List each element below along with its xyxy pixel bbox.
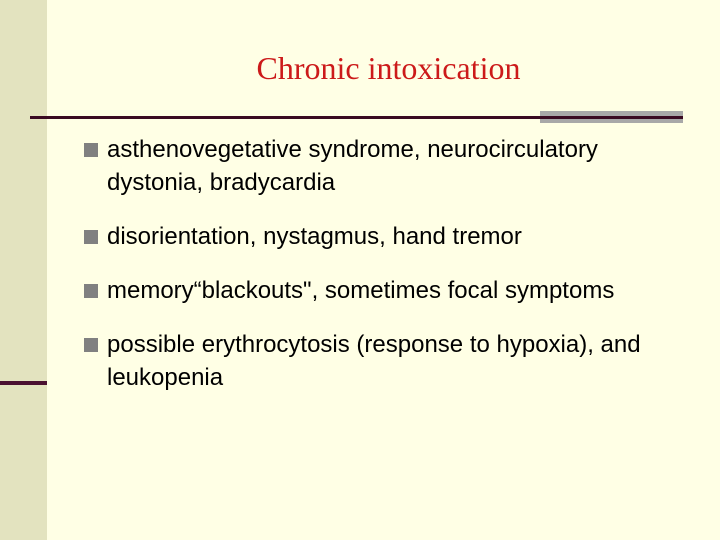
square-bullet-icon [84,230,98,244]
square-bullet-icon [84,284,98,298]
bullet-text: disorientation, nystagmus, hand tremor [107,223,522,250]
bullet-item [84,328,694,394]
bullet-item [84,220,694,253]
bullet-item [84,133,694,199]
bullet-text: asthenovegetative syndrome, neurocirculatory dystonia, bradycardia [107,136,598,196]
left-accent-bar [0,381,47,385]
bullet-text: possible erythrocytosis (response to hypoxia), and leukopenia [107,331,641,391]
bullet-list [84,133,694,415]
left-decorative-band [0,0,47,540]
bullet-text: memory“blackouts", sometimes focal symptoms [107,277,615,304]
square-bullet-icon [84,338,98,352]
slide-title: Chronic intoxication [256,50,521,86]
square-bullet-icon [84,143,98,157]
title-divider-accent [540,111,683,123]
bullet-item [84,274,694,307]
